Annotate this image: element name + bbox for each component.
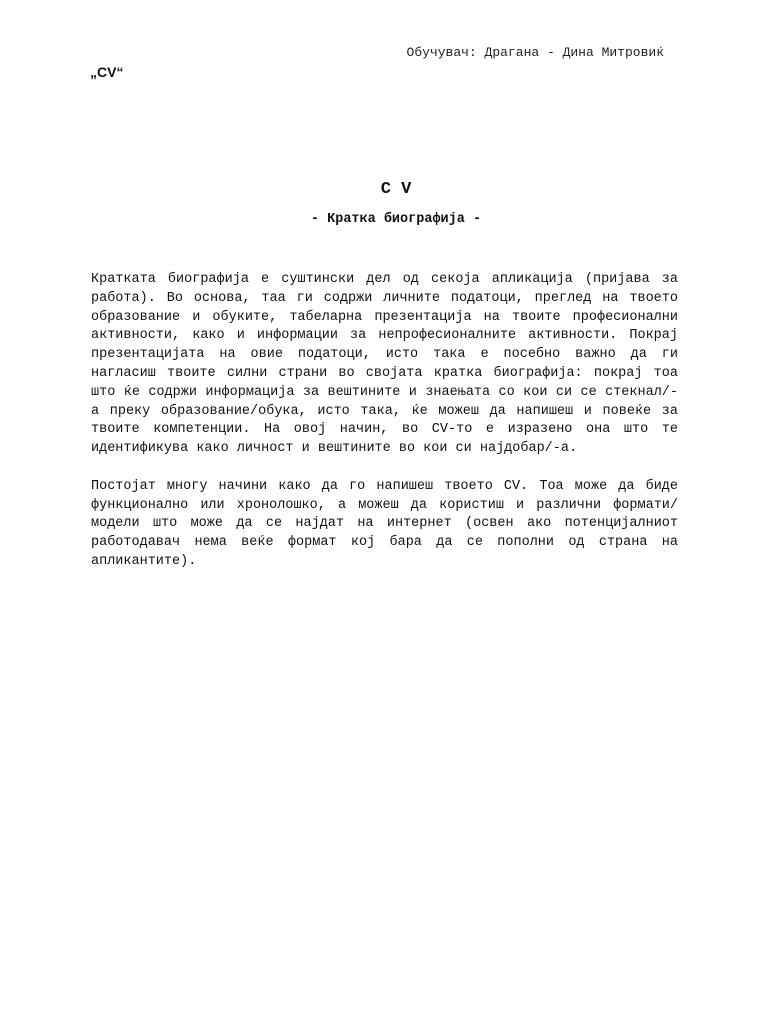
document-title: C V — [380, 180, 412, 199]
body-paragraph: Кратката биографија е суштински дел од секоја апликација (пријава за работа). Во основа, таа ги содржи личните податоци, преглед на твоето образование и обуките, табеларна презентација на твоите професионални активности, како и информации за непрофесионалните активности. Покрај презентацијата на овие податоци, исто така е посебно важно да ги нагласиш твоите силни страни во својата кратка биографија: покрај тоа што ќе содржи информација за вештините и знаењата со кои си се стекнал/-а преку образование/обука, исто така, ќе можеш да напишеш и повеќе за твоите компетенции. На овој начин, во CV-то е изразено она што те идентификува како личност и вештините во кои си најдобар/-а. — [91, 272, 678, 457]
document-subtitle: - Кратка биографија - — [310, 212, 482, 227]
document-body — [91, 271, 678, 591]
header-label: „CV“ — [90, 64, 124, 80]
body-paragraph: Постојат многу начини како да го напишеш твоето CV. Тоа може да биде функционално или хронолошко, а можеш да користиш и различни формати/модели што може да се најдат на интернет (освен ако потенцијалниот работодавач нема веќе формат кој бара да се пополни од страна на апликантите). — [91, 478, 678, 569]
header-author: Обучувач: Драгана - Дина Митровиќ — [406, 45, 664, 60]
